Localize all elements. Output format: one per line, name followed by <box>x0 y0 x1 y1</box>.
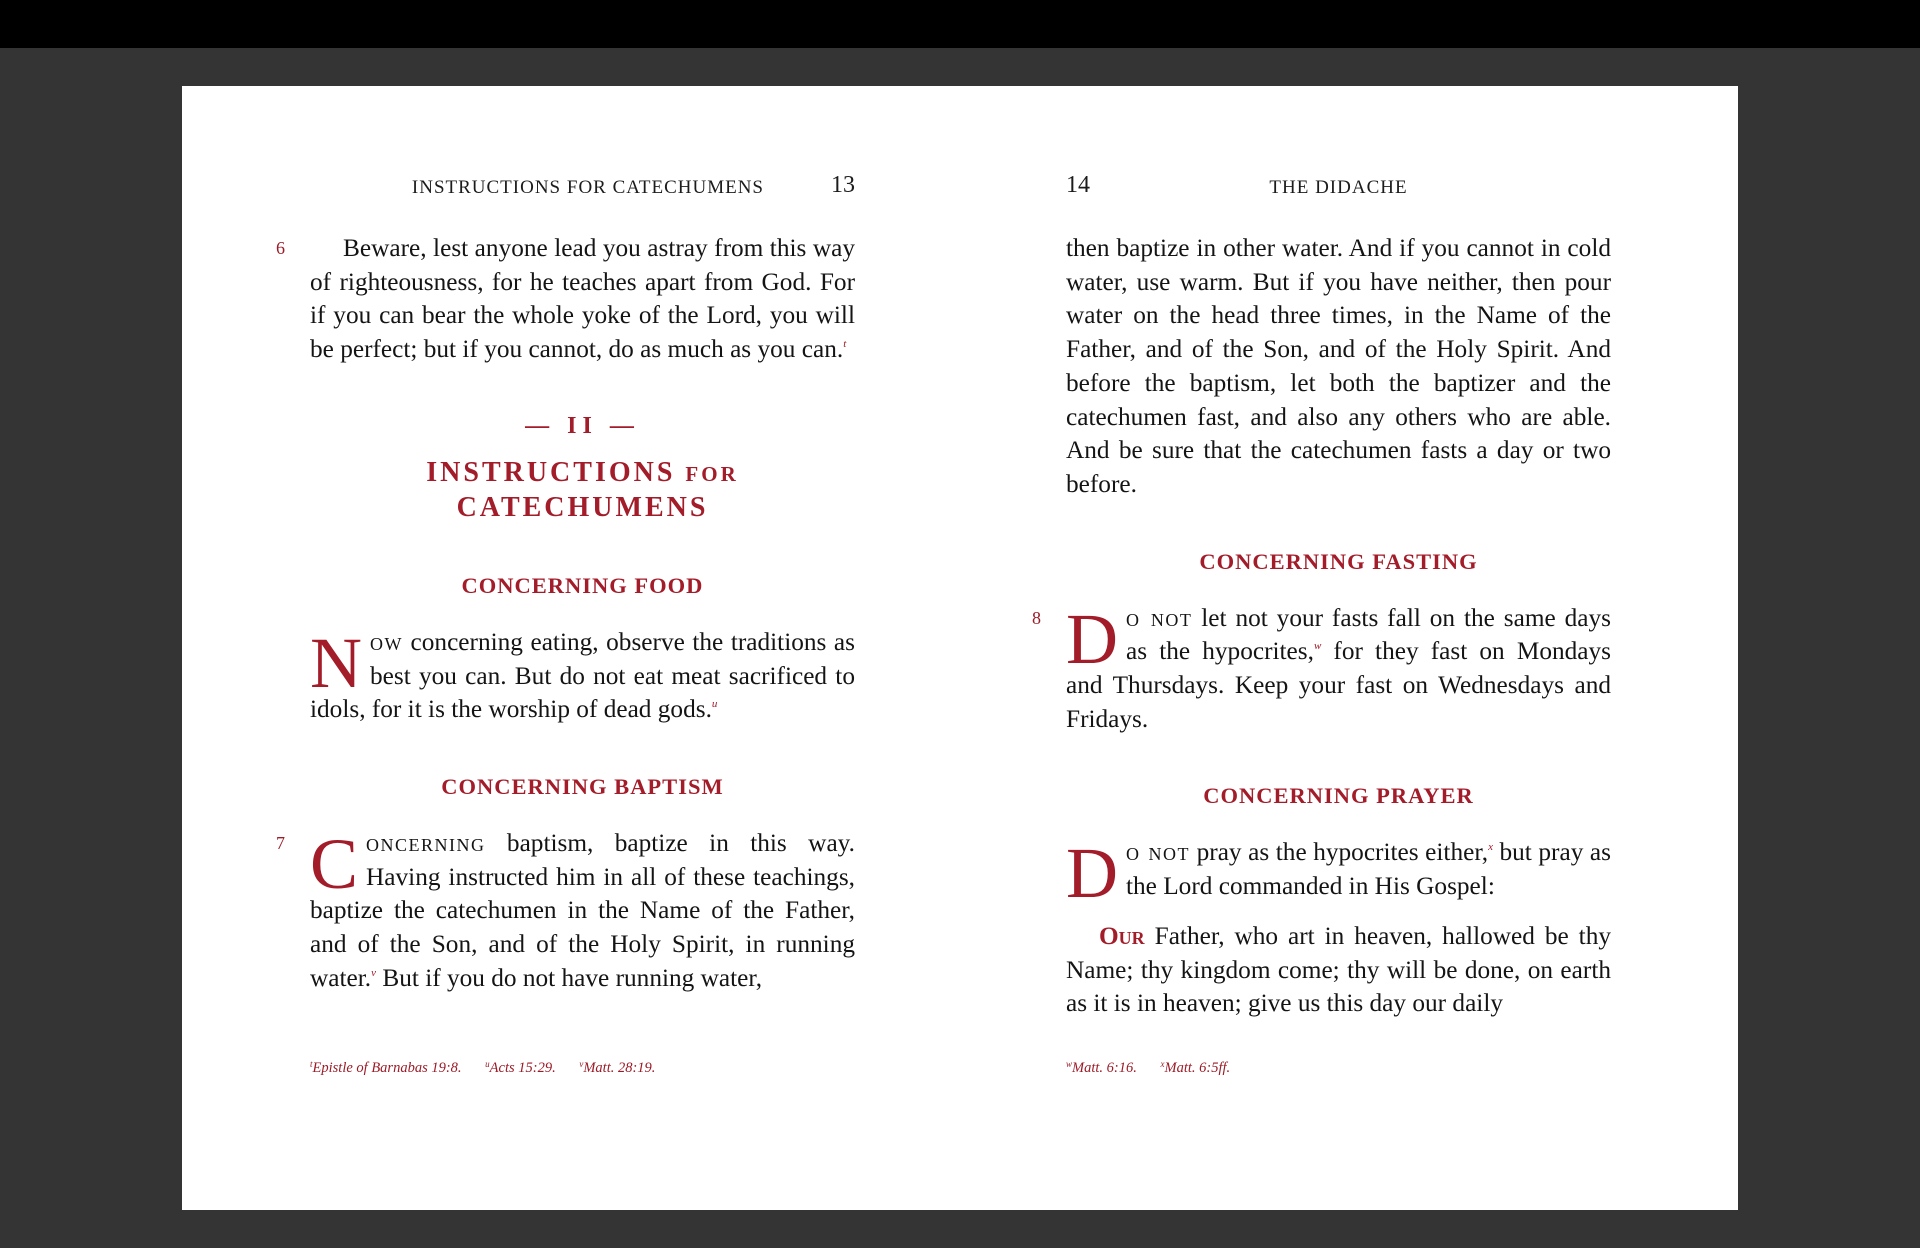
running-title: THE DIDACHE <box>1269 177 1408 198</box>
verse-text: Beware, lest anyone lead you astray from this way of righteousness, for he teaches apart from God. For if you can bear the whole yoke of the Lord, you will be perfect; but if you cannot, do as much as you can. <box>310 234 855 364</box>
food-paragraph <box>310 622 855 727</box>
paragraph-text: concerning eating, observe the traditions as best you can. But do not eat meat sacrificed to idols, for it is the worship of dead gods. <box>310 627 855 724</box>
drop-cap: D <box>1066 598 1118 679</box>
left-content <box>276 232 855 995</box>
footnote: $^w$Matt. 6:16. <box>1066 1059 1137 1076</box>
lords-prayer <box>1066 920 1611 1021</box>
footnote: $^x$Matt. 6:5ff. <box>1160 1059 1231 1076</box>
right-page <box>1032 86 1611 1210</box>
continuation-paragraph: then baptize in other water. And if you cannot in cold water, use warm. But if you have neither, then pour water on the head three times, in the Name of the Father, and of the Son, and of the Holy Spirit. And before the baptism, let both the baptizer and the catechumen fast, and also any others who are able. And be sure that the catechumen fasts a day or two before. <box>1066 234 1611 498</box>
running-title: INSTRUCTIONS FOR CATECHUMENS <box>411 177 764 198</box>
section-number: — II — <box>525 412 640 439</box>
page-number: 14 <box>1066 172 1090 198</box>
running-head <box>1066 172 1611 202</box>
prayer-text: Father, who art in heaven, hallowed be thy Name; thy kingdom come; thy will be done, on earth as it is in heaven; give us this day our daily <box>1066 921 1611 1018</box>
page-number: 13 <box>831 172 855 198</box>
prayer-paragraph <box>1066 833 1611 914</box>
footnote: $^v$Matt. 28:19. <box>579 1059 656 1076</box>
footnote-marker[interactable]: w <box>1313 640 1322 653</box>
small-caps-lead: Our <box>1099 921 1145 950</box>
small-caps-lead: o not <box>1126 838 1191 867</box>
subheading-food: CONCERNING FOOD <box>461 572 704 598</box>
verse-6 <box>276 232 855 367</box>
footnote: $^t$Epistle of Barnabas 19:8. <box>310 1059 462 1076</box>
subheading-baptism: CONCERNING BAPTISM <box>441 773 724 799</box>
footnote-marker[interactable]: x <box>1488 841 1493 854</box>
running-head <box>310 172 855 202</box>
footnote-marker[interactable]: v <box>371 966 376 979</box>
small-caps-lead: oncerning <box>366 828 486 857</box>
paragraph-text-continued: but pray as the Lord commanded in His Gospel: <box>1126 838 1611 901</box>
verse-7 <box>276 823 855 996</box>
drop-cap: N <box>310 622 362 703</box>
left-page <box>276 86 855 1210</box>
small-caps-lead: o not <box>1126 603 1193 632</box>
footnotes <box>1066 1059 1250 1077</box>
verse-number: 6 <box>276 238 285 258</box>
footnotes <box>310 1059 675 1077</box>
right-content <box>1032 232 1611 1021</box>
footnote: $^u$Acts 15:29. <box>485 1059 556 1076</box>
small-caps-lead: ow <box>370 627 403 656</box>
verse-number: 8 <box>1032 607 1041 628</box>
verse-text: baptism, baptize in this way. Having instructed him in all of these teachings, baptize the catechumen in the Name of the Father, and of the Son, and of the Holy Spirit, in running water. <box>310 828 855 992</box>
footnote-marker[interactable]: t <box>843 338 847 351</box>
paragraph-text: pray as the hypocrites either, <box>1190 838 1489 867</box>
verse-number: 7 <box>276 832 285 853</box>
footnote-marker[interactable]: u <box>711 698 718 711</box>
book-spread <box>182 86 1738 1210</box>
section-title: INSTRUCTIONS FOR CATECHUMENS <box>426 456 739 523</box>
subheading-prayer: CONCERNING PRAYER <box>1203 783 1474 809</box>
verse-text-continued: for they fast on Mondays and Thursdays. Keep your fast on Wednesdays and Fridays. <box>1066 637 1611 733</box>
verse-8 <box>1032 598 1611 737</box>
subheading-fasting: CONCERNING FASTING <box>1199 548 1478 574</box>
verse-text: let not your fasts fall on the same days as the hypocrites, <box>1126 603 1611 666</box>
top-bar <box>0 0 1920 48</box>
drop-cap: D <box>1066 833 1118 914</box>
drop-cap: C <box>310 823 359 904</box>
verse-text-continued: But if you do not have running water, <box>376 963 763 992</box>
